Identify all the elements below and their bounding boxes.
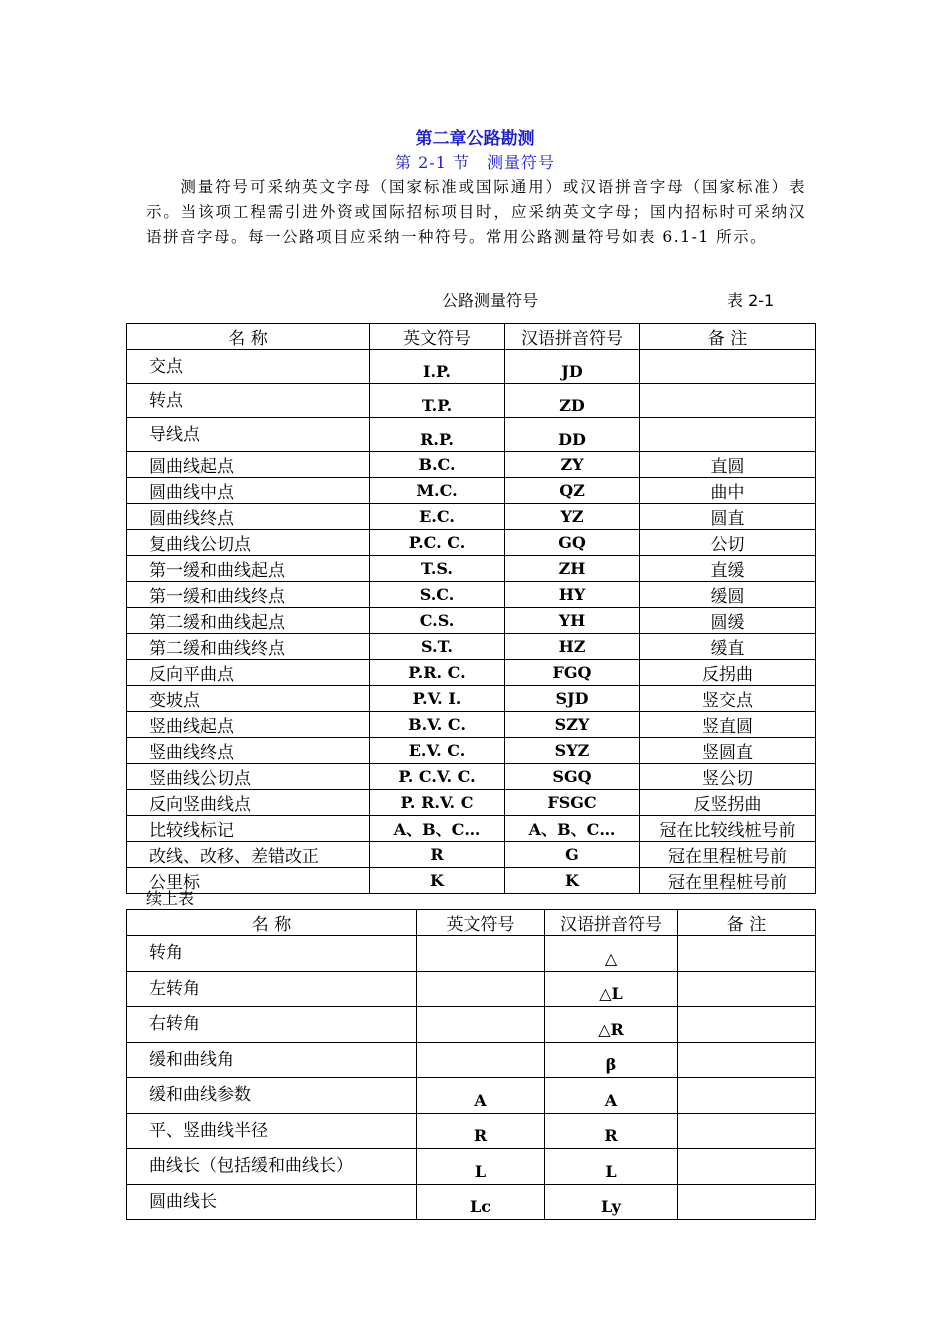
table-row (127, 582, 816, 608)
cell-pinyin-symbol: L (545, 1149, 678, 1185)
table-row (127, 868, 816, 894)
cell-note: 冠在里程桩号前 (640, 868, 816, 894)
cell-pinyin-symbol: β (545, 1042, 678, 1078)
cell-english-symbol: R.P. (370, 418, 505, 452)
cell-pinyin-symbol: ZH (505, 556, 640, 582)
cell-note: 冠在里程桩号前 (640, 842, 816, 868)
table-row (127, 936, 816, 972)
cell-pinyin-symbol: Ly (545, 1184, 678, 1220)
cell-pinyin-symbol: △ (545, 936, 678, 972)
cell-english-symbol (417, 1007, 545, 1043)
cell-pinyin-symbol: A (545, 1078, 678, 1114)
chapter-title: 第二章公路勘测 (415, 129, 535, 149)
cell-name: 曲线长（包括缓和曲线长） (127, 1149, 417, 1185)
table-row (127, 556, 816, 582)
cell-note (640, 384, 816, 418)
cell-english-symbol: S.C. (370, 582, 505, 608)
cell-pinyin-symbol: ZY (505, 452, 640, 478)
cell-name: 比较线标记 (127, 816, 370, 842)
cell-name: 缓和曲线参数 (127, 1078, 417, 1114)
cell-name: 圆曲线长 (127, 1184, 417, 1220)
cell-english-symbol: T.S. (370, 556, 505, 582)
table-caption: 公路测量符号 (442, 291, 539, 310)
header-name: 名 称 (127, 324, 370, 350)
cell-pinyin-symbol: SJD (505, 686, 640, 712)
cell-note (678, 1113, 816, 1149)
cell-name: 圆曲线起点 (127, 452, 370, 478)
cell-note: 直缓 (640, 556, 816, 582)
table-number: 表 2-1 (727, 291, 775, 310)
table-row (127, 1007, 816, 1043)
table-row (127, 504, 816, 530)
table-row (127, 1042, 816, 1078)
cell-note (678, 1042, 816, 1078)
table-row (127, 384, 816, 418)
cell-english-symbol: E.V. C. (370, 738, 505, 764)
table-row (127, 764, 816, 790)
cell-note: 竖圆直 (640, 738, 816, 764)
cell-note: 曲中 (640, 478, 816, 504)
header-note: 备 注 (678, 910, 816, 936)
cell-name: 反向竖曲线点 (127, 790, 370, 816)
cell-name: 第二缓和曲线终点 (127, 634, 370, 660)
cell-pinyin-symbol: A、B、C… (505, 816, 640, 842)
cell-english-symbol: R (370, 842, 505, 868)
cell-note: 竖公切 (640, 764, 816, 790)
cell-pinyin-symbol: JD (505, 350, 640, 384)
cell-english-symbol: Lc (417, 1184, 545, 1220)
cell-pinyin-symbol: ZD (505, 384, 640, 418)
cell-note: 圆直 (640, 504, 816, 530)
cell-note: 反竖拐曲 (640, 790, 816, 816)
cell-english-symbol: T.P. (370, 384, 505, 418)
cell-english-symbol: A、B、C… (370, 816, 505, 842)
cell-name: 变坡点 (127, 686, 370, 712)
cell-note: 直圆 (640, 452, 816, 478)
cell-note: 竖交点 (640, 686, 816, 712)
cell-note (640, 350, 816, 384)
cell-note: 圆缓 (640, 608, 816, 634)
cell-note (678, 971, 816, 1007)
cell-name: 第一缓和曲线终点 (127, 582, 370, 608)
cell-english-symbol: K (370, 868, 505, 894)
header-name: 名 称 (127, 910, 417, 936)
table-row (127, 1113, 816, 1149)
table-row (127, 1078, 816, 1114)
cell-pinyin-symbol: YH (505, 608, 640, 634)
cell-name: 转角 (127, 936, 417, 972)
cell-name: 左转角 (127, 971, 417, 1007)
cell-english-symbol: P.V. I. (370, 686, 505, 712)
table-row (127, 1149, 816, 1185)
cell-english-symbol (417, 971, 545, 1007)
table-header-row (127, 910, 816, 936)
cell-pinyin-symbol: R (545, 1113, 678, 1149)
cell-note (678, 1149, 816, 1185)
cell-note: 竖直圆 (640, 712, 816, 738)
table-row (127, 842, 816, 868)
table-row (127, 530, 816, 556)
cell-pinyin-symbol: SGQ (505, 764, 640, 790)
continued-label: 续上表 (146, 889, 195, 908)
table-row (127, 660, 816, 686)
table-row (127, 738, 816, 764)
cell-pinyin-symbol: SZY (505, 712, 640, 738)
cell-pinyin-symbol: △L (545, 971, 678, 1007)
cell-name: 第一缓和曲线起点 (127, 556, 370, 582)
cell-name: 圆曲线终点 (127, 504, 370, 530)
header-pinyin-symbol: 汉语拼音符号 (505, 324, 640, 350)
cell-name: 缓和曲线角 (127, 1042, 417, 1078)
header-note: 备 注 (640, 324, 816, 350)
cell-pinyin-symbol: HY (505, 582, 640, 608)
table-row (127, 790, 816, 816)
cell-note (678, 1007, 816, 1043)
cell-english-symbol (417, 1042, 545, 1078)
table-row (127, 686, 816, 712)
cell-pinyin-symbol: DD (505, 418, 640, 452)
cell-name: 公里标 (127, 868, 370, 894)
cell-note: 缓圆 (640, 582, 816, 608)
cell-pinyin-symbol: K (505, 868, 640, 894)
table-row (127, 418, 816, 452)
intro-paragraph (146, 175, 806, 250)
intro-text: 测量符号可采纳英文字母（国家标准或国际通用）或汉语拼音字母（国家标准）表示。当该项工程需引进外资或国际招标项目时，应采纳英文字母；国内招标时可采纳汉语拼音字母。每一公路项目应采纳一种符号。常用公路测量符号如表 6.1-1 所示。 (146, 178, 806, 246)
cell-english-symbol: I.P. (370, 350, 505, 384)
table-row (127, 1184, 816, 1220)
cell-english-symbol: E.C. (370, 504, 505, 530)
cell-pinyin-symbol: SYZ (505, 738, 640, 764)
cell-note (640, 418, 816, 452)
cell-pinyin-symbol: HZ (505, 634, 640, 660)
cell-pinyin-symbol: FSGC (505, 790, 640, 816)
cell-name: 右转角 (127, 1007, 417, 1043)
cell-name: 圆曲线中点 (127, 478, 370, 504)
cell-note (678, 1184, 816, 1220)
cell-english-symbol: P.R. C. (370, 660, 505, 686)
cell-name: 转点 (127, 384, 370, 418)
cell-english-symbol: P. C.V. C. (370, 764, 505, 790)
header-pinyin-symbol: 汉语拼音符号 (545, 910, 678, 936)
section-title: 第 2-1 节 测量符号 (395, 153, 555, 172)
cell-name: 交点 (127, 350, 370, 384)
cell-note (678, 936, 816, 972)
cell-pinyin-symbol: △R (545, 1007, 678, 1043)
cell-note: 反拐曲 (640, 660, 816, 686)
cell-english-symbol: S.T. (370, 634, 505, 660)
cell-pinyin-symbol: QZ (505, 478, 640, 504)
cell-pinyin-symbol: YZ (505, 504, 640, 530)
cell-name: 第二缓和曲线起点 (127, 608, 370, 634)
survey-symbols-table (126, 323, 816, 894)
table-row (127, 816, 816, 842)
cell-note (678, 1078, 816, 1114)
cell-pinyin-symbol: FGQ (505, 660, 640, 686)
table-row (127, 350, 816, 384)
table-row (127, 478, 816, 504)
cell-english-symbol: P. R.V. C (370, 790, 505, 816)
cell-english-symbol (417, 936, 545, 972)
cell-english-symbol: P.C. C. (370, 530, 505, 556)
cell-note: 公切 (640, 530, 816, 556)
cell-english-symbol: R (417, 1113, 545, 1149)
cell-name: 改线、改移、差错改正 (127, 842, 370, 868)
cell-english-symbol: L (417, 1149, 545, 1185)
table-header-row (127, 324, 816, 350)
cell-name: 竖曲线终点 (127, 738, 370, 764)
cell-name: 平、竖曲线半径 (127, 1113, 417, 1149)
survey-symbols-table-continued (126, 909, 816, 1220)
cell-note: 冠在比较线桩号前 (640, 816, 816, 842)
cell-name: 反向平曲点 (127, 660, 370, 686)
table-row (127, 452, 816, 478)
table-row (127, 971, 816, 1007)
cell-name: 复曲线公切点 (127, 530, 370, 556)
cell-english-symbol: C.S. (370, 608, 505, 634)
cell-english-symbol: M.C. (370, 478, 505, 504)
table-row (127, 634, 816, 660)
cell-pinyin-symbol: GQ (505, 530, 640, 556)
cell-pinyin-symbol: G (505, 842, 640, 868)
header-english-symbol: 英文符号 (417, 910, 545, 936)
cell-english-symbol: B.V. C. (370, 712, 505, 738)
header-english-symbol: 英文符号 (370, 324, 505, 350)
cell-english-symbol: A (417, 1078, 545, 1114)
cell-name: 竖曲线起点 (127, 712, 370, 738)
cell-note: 缓直 (640, 634, 816, 660)
cell-name: 竖曲线公切点 (127, 764, 370, 790)
cell-english-symbol: B.C. (370, 452, 505, 478)
cell-name: 导线点 (127, 418, 370, 452)
table-row (127, 608, 816, 634)
table-row (127, 712, 816, 738)
